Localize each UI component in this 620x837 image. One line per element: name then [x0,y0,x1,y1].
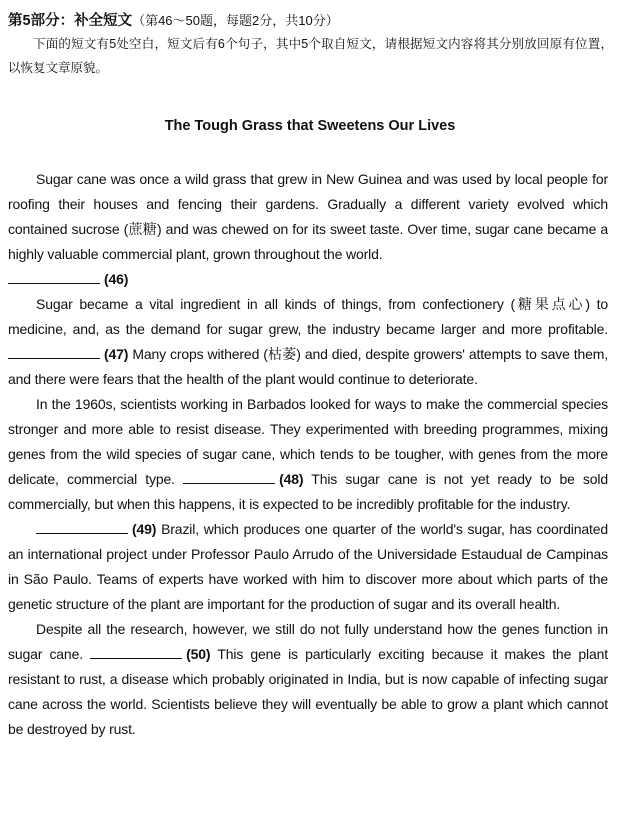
paragraph-5-part-b: This gene is particularly exciting because it makes the plant resistant to rust, a disease which probably originated in India, but is now capable of infecting sugar cane across the world. Scientists believe they will eventually be able to grow a plant which cannot be destroyed by rust. [8,646,608,737]
paragraph-4-text: Brazil, which produces one quarter of the world's sugar, has coordinated an international project under Professor Paulo Arrudo of the Universidade Estaudual de Campinas in São Paulo. Teams of experts have worked with him to discover more about which parts of the genetic structure of the plant are important for the production of sugar and its overall health. [8,521,608,612]
section-label: 第5部分：补全短文 [8,13,133,29]
paragraph-5 [8,617,608,742]
paragraph-3-part-a: In the 1960s, scientists working in Barbados looked for ways to make the commercial species stronger and more able to resist disease. They experimented with breeding programmes, mixing genes from the wild species of sugar cane, which tends to be tougher, with genes from the more delicate, commercial type. [8,396,608,487]
paragraph-5-part-a: Despite all the research, however, we still do not fully understand how the genes function in sugar cane. [8,621,608,662]
question-number-48: (48) [279,471,304,487]
paragraph-4 [8,517,608,617]
blank-49 [36,519,128,534]
paragraph-3-part-b: This sugar cane is not yet ready to be sold commercially, but when this happens, it is expected to be incredibly profitable for the industry. [8,471,608,512]
paragraph-3 [8,392,608,517]
passage-title: The Tough Grass that Sweetens Our Lives [164,118,456,134]
paragraph-1: Sugar cane was once a wild grass that grew in New Guinea and was used by local people for roofing their houses and fencing their gardens. Gradually a different variety evolved which contained sucrose (蔗糖) and was chewed on for its sweet taste. Over time, sugar cane became a highly valuable commercial plant, grown throughout the world. [8,171,608,262]
section-heading [8,10,613,32]
question-number-50: (50) [186,646,211,662]
question-number-46: (46) [104,271,129,287]
blank-46 [8,269,100,284]
question-number-47: (47) [104,346,129,362]
passage-body [8,167,608,742]
paragraph-2 [8,292,608,392]
question-number-49: (49) [132,521,157,537]
blank-48 [183,469,275,484]
paragraph-2-part-b: Many crops withered (枯萎) and died, despite growers' attempts to save them, and there were fears that the health of the plant would continue to deteriorate. [8,346,608,387]
instructions-text: 下面的短文有5处空白，短文后有6个句子，其中5个取自短文，请根据短文内容将其分别放回原有位置，以恢复文章原貌。 [8,37,613,75]
blank-50 [90,644,182,659]
blank-47 [8,344,100,359]
section-meta: （第46～50题，每题2分，共10分） [132,13,339,28]
blank-line-46 [8,267,608,292]
paragraph-2-part-a: Sugar became a vital ingredient in all kinds of things, from confectionery (糖果点心) to medicine, and, as the demand for sugar grew, the industry became larger and more profitable. [8,296,608,337]
section-header [8,10,613,80]
